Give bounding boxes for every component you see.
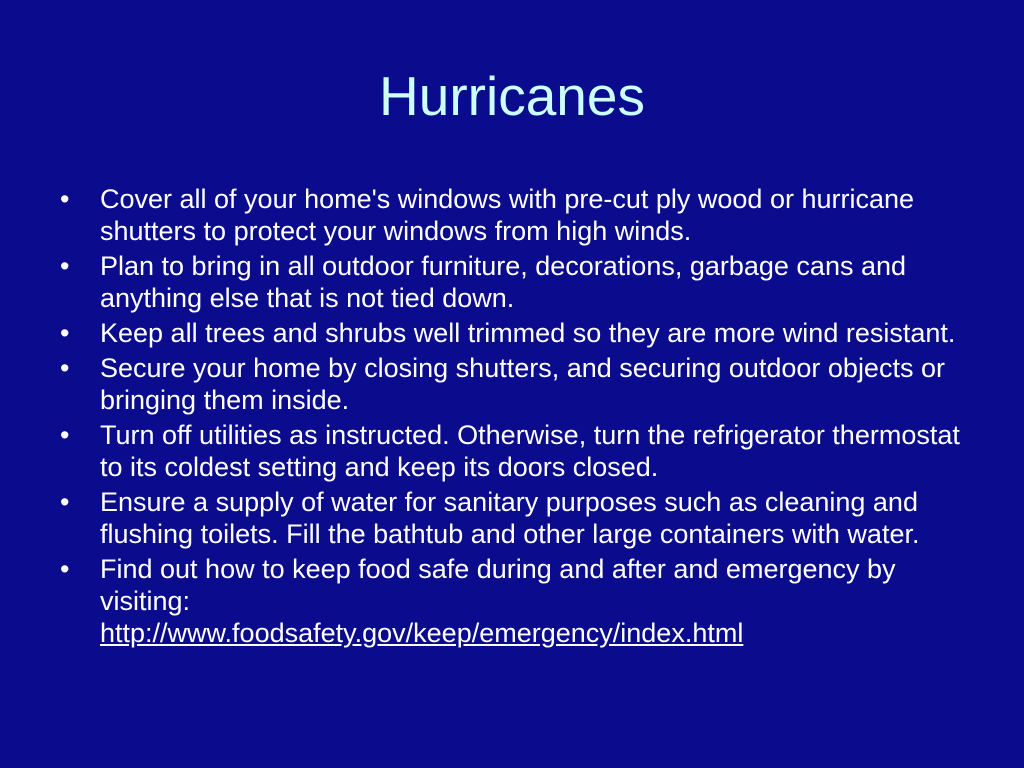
bullet-text: Turn off utilities as instructed. Otherwise, turn the refrigerator thermostat to its coldest setting and keep its doors closed. [100, 420, 960, 482]
bullet-marker: • [60, 318, 70, 348]
bullet-item [56, 183, 976, 247]
bullet-item [56, 553, 976, 649]
slide-title: Hurricanes [379, 65, 645, 127]
bullet-list [56, 183, 976, 652]
bullet-marker: • [60, 184, 70, 214]
bullet-text: Ensure a supply of water for sanitary purposes such as cleaning and flushing toilets. Fill the bathtub and other large containers with water. [100, 487, 920, 549]
bullet-text: Keep all trees and shrubs well trimmed so they are more wind resistant. [100, 318, 956, 348]
bullet-text: Cover all of your home's windows with pre-cut ply wood or hurricane shutters to protect your windows from high winds. [100, 184, 915, 246]
bullet-item [56, 419, 976, 483]
bullet-marker: • [60, 420, 70, 450]
bullet-marker: • [60, 487, 70, 517]
bullet-marker: • [60, 554, 70, 584]
bullet-item [56, 486, 976, 550]
bullet-marker: • [60, 251, 70, 281]
foodsafety-link[interactable]: http://www.foodsafety.gov/keep/emergency/index.html [100, 618, 744, 648]
bullet-text: Secure your home by closing shutters, and securing outdoor objects or bringing them inside. [100, 353, 945, 415]
bullet-marker: • [60, 353, 70, 383]
bullet-item [56, 352, 976, 416]
bullet-item [56, 317, 976, 349]
bullet-text: Find out how to keep food safe during and after and emergency by visiting: [100, 554, 896, 616]
bullet-item [56, 250, 976, 314]
bullet-text: Plan to bring in all outdoor furniture, decorations, garbage cans and anything else that is not tied down. [100, 251, 907, 313]
